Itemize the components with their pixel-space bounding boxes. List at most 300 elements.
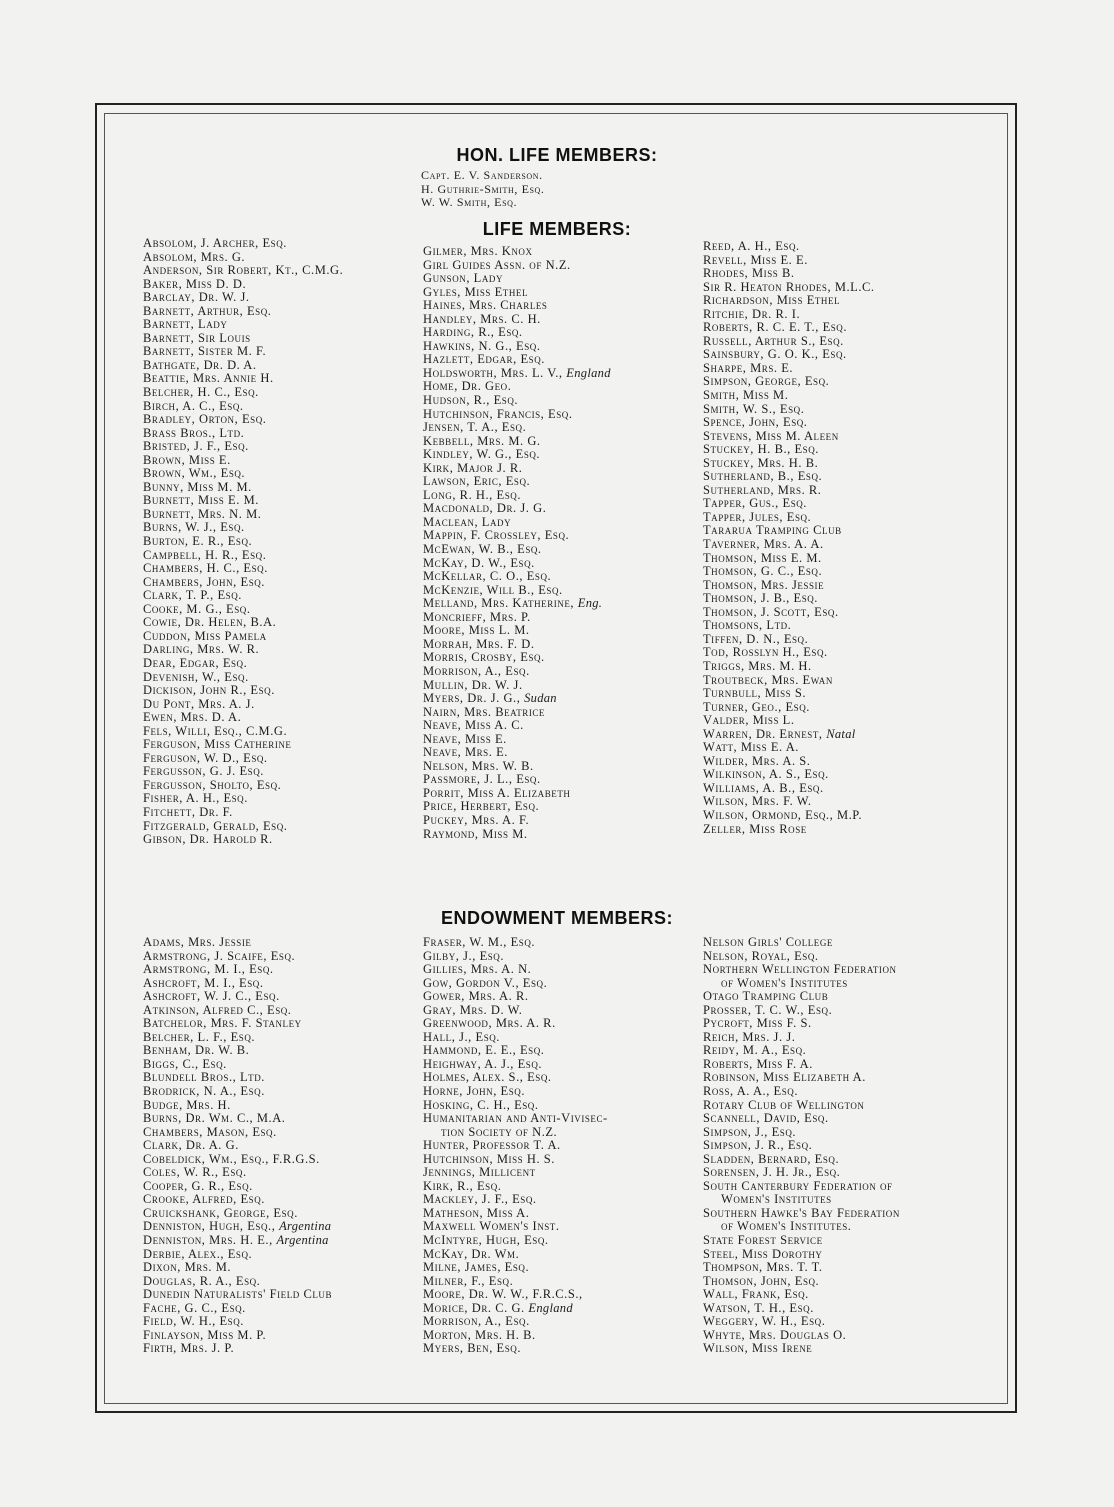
member-entry (423, 543, 611, 557)
member-name: Thomsons, Ltd. (703, 618, 792, 633)
member-entry (143, 698, 343, 712)
member-name: Atkinson, Alfred C., Esq. (143, 1002, 292, 1017)
member-entry (423, 719, 611, 733)
member-name: Heighway, A. J., Esq. (423, 1056, 543, 1071)
member-name: Burnett, Miss E. M. (143, 493, 259, 508)
member-entry (143, 494, 343, 508)
member-name: Northern Wellington Federation (703, 962, 897, 977)
member-entry (423, 611, 611, 625)
member-name: Price, Herbert, Esq. (423, 799, 540, 814)
member-entry (423, 367, 611, 381)
member-name: Roberts, R. C. E. T., Esq. (703, 320, 848, 335)
member-name: McKay, D. W., Esq. (423, 555, 535, 570)
member-name: Finlayson, Miss M. P. (143, 1327, 267, 1342)
member-entry (143, 1112, 332, 1126)
member-entry (143, 1126, 332, 1140)
member-entry (703, 701, 875, 715)
list-item: H. Guthrie-Smith, Esq. (421, 181, 545, 196)
member-name: Burns, Dr. Wm. C., M.A. (143, 1111, 286, 1126)
member-entry (423, 489, 611, 503)
life-members-column-1 (143, 237, 343, 847)
member-name: Macdonald, Dr. J. G. (423, 501, 547, 516)
member-entry (423, 1248, 608, 1262)
member-entry (703, 457, 875, 471)
member-name: Fergusson, G. J. Esq. (143, 764, 264, 779)
member-entry (423, 1180, 608, 1194)
member-name: Absolom, Mrs. G. (143, 249, 246, 264)
member-name: Maxwell Women's Inst. (423, 1219, 560, 1234)
member-name: Watson, T. H., Esq. (703, 1300, 814, 1315)
member-entry (423, 1112, 608, 1126)
member-name: Firth, Mrs. J. P. (143, 1341, 235, 1356)
member-name: Tapper, Jules, Esq. (703, 509, 812, 524)
member-name: Chambers, H. C., Esq. (143, 561, 268, 576)
member-entry (703, 809, 875, 823)
member-entry (143, 806, 343, 820)
member-entry (703, 936, 900, 950)
member-entry (143, 332, 343, 346)
member-name: Beattie, Mrs. Annie H. (143, 371, 274, 386)
member-name: Darling, Mrs. W. R. (143, 642, 260, 657)
member-name: Zeller, Miss Rose (703, 821, 807, 836)
member-entry (423, 1288, 608, 1302)
member-entry (423, 760, 611, 774)
member-name: McKellar, C. O., Esq. (423, 569, 552, 584)
member-name: Warren, Dr. Ernest, (703, 726, 823, 741)
member-entry (703, 403, 875, 417)
member-entry (703, 1220, 900, 1234)
member-entry (703, 990, 900, 1004)
member-name: Sharpe, Mrs. E. (703, 360, 794, 375)
member-name: Simpson, J., Esq. (703, 1124, 797, 1139)
member-name: Derbie, Alex., Esq. (143, 1246, 253, 1261)
member-name: Hosking, C. H., Esq. (423, 1097, 539, 1112)
member-name: Denniston, Mrs. H. E., (143, 1233, 273, 1248)
member-entry (423, 584, 611, 598)
member-name: Barnett, Arthur, Esq. (143, 303, 272, 318)
member-name: Denniston, Hugh, Esq., (143, 1219, 276, 1234)
member-entry (423, 272, 611, 286)
member-name: Barnett, Lady (143, 317, 228, 332)
member-entry (423, 421, 611, 435)
member-entry (703, 470, 875, 484)
member-entry (143, 833, 343, 847)
member-name: Whyte, Mrs. Douglas O. (703, 1327, 847, 1342)
member-name: Gillies, Mrs. A. N. (423, 962, 532, 977)
member-name: McEwan, W. B., Esq. (423, 542, 542, 557)
member-name: Brodrick, N. A., Esq. (143, 1084, 265, 1099)
member-location-note: Natal (826, 726, 856, 741)
member-entry (143, 305, 343, 319)
member-name: Fels, Willi, Esq., C.M.G. (143, 723, 288, 738)
member-name: Neave, Mrs. E. (423, 745, 508, 760)
member-entry (703, 660, 875, 674)
member-entry (703, 755, 875, 769)
member-entry (703, 1329, 900, 1343)
member-name: Wilkinson, A. S., Esq. (703, 767, 829, 782)
member-entry (423, 326, 611, 340)
member-entry (423, 814, 611, 828)
member-name: Mackley, J. F., Esq. (423, 1192, 537, 1207)
member-name: Morrison, A., Esq. (423, 663, 530, 678)
member-entry (143, 440, 343, 454)
member-entry (143, 711, 343, 725)
member-entry (143, 400, 343, 414)
member-name: Gibson, Dr. Harold R. (143, 832, 273, 847)
member-entry (423, 313, 611, 327)
member-entry (703, 321, 875, 335)
member-entry (703, 281, 875, 295)
member-entry (143, 1248, 332, 1262)
member-name: Fisher, A. H., Esq. (143, 791, 248, 806)
member-name: Campbell, H. R., Esq. (143, 547, 267, 562)
member-name: Ross, A. A., Esq. (703, 1084, 799, 1099)
member-name: Nelson, Royal, Esq. (703, 948, 819, 963)
member-name: Morrison, A., Esq. (423, 1314, 530, 1329)
member-entry (143, 521, 343, 535)
member-entry (143, 1180, 332, 1194)
member-entry (143, 1342, 332, 1356)
member-name: Ritchie, Dr. R. I. (703, 306, 801, 321)
member-entry (143, 963, 332, 977)
member-entry (143, 1193, 332, 1207)
member-name: Thompson, Mrs. T. T. (703, 1260, 823, 1275)
member-entry (703, 254, 875, 268)
member-entry (423, 828, 611, 842)
member-name: Nelson Girls' College (703, 935, 833, 949)
member-entry (143, 1153, 332, 1167)
member-name: Budge, Mrs. H. (143, 1097, 231, 1112)
member-entry (703, 1166, 900, 1180)
member-name: Fergusson, Sholto, Esq. (143, 777, 282, 792)
member-name: Tararua Tramping Club (703, 523, 842, 538)
member-entry (143, 359, 343, 373)
hon-life-members-heading: HON. LIFE MEMBERS: (456, 145, 658, 165)
member-entry (143, 738, 343, 752)
member-name: Hammond, E. E., Esq. (423, 1043, 545, 1058)
member-name: Cooper, G. R., Esq. (143, 1178, 253, 1193)
member-entry (703, 741, 875, 755)
member-name: Nelson, Mrs. W. B. (423, 758, 534, 773)
member-entry (703, 565, 875, 579)
member-entry (703, 977, 900, 991)
member-name: Cruickshank, George, Esq. (143, 1205, 298, 1220)
member-name: Dear, Edgar, Esq. (143, 655, 248, 670)
member-location-note: England (566, 365, 611, 380)
member-entry (143, 616, 343, 630)
member-name: Clark, T. P., Esq. (143, 588, 242, 603)
member-entry (703, 1275, 900, 1289)
member-name: Watt, Miss E. A. (703, 740, 799, 755)
member-entry (423, 1153, 608, 1167)
member-name: Burns, W. J., Esq. (143, 520, 245, 535)
member-name: Gunson, Lady (423, 271, 504, 286)
member-entry (703, 950, 900, 964)
member-name: Crooke, Alfred, Esq. (143, 1192, 265, 1207)
member-entry (703, 592, 875, 606)
member-name: Wilder, Mrs. A. S. (703, 753, 811, 768)
member-name: Thomson, J. Scott, Esq. (703, 604, 839, 619)
member-name: Matheson, Miss A. (423, 1205, 530, 1220)
member-name: Moore, Dr. W. W., F.R.C.S., (423, 1287, 583, 1302)
member-entry (703, 1315, 900, 1329)
member-name: Sir R. Heaton Rhodes, M.L.C. (703, 279, 875, 294)
member-name: Prosser, T. C. W., Esq. (703, 1002, 833, 1017)
member-entry (143, 251, 343, 265)
member-name: Steel, Miss Dorothy (703, 1246, 823, 1261)
member-entry (703, 1261, 900, 1275)
member-entry (143, 1017, 332, 1031)
member-entry (703, 1031, 900, 1045)
member-entry (703, 768, 875, 782)
member-entry (423, 1031, 608, 1045)
member-name: Puckey, Mrs. A. F. (423, 812, 530, 827)
member-name: South Canterbury Federation of (703, 1178, 893, 1193)
member-location-note: Argentina (276, 1233, 329, 1248)
member-name: Holdsworth, Mrs. L. V., (423, 365, 563, 380)
member-name: Brown, Miss E. (143, 452, 231, 467)
member-name: Home, Dr. Geo. (423, 379, 512, 394)
member-name: Ferguson, Miss Catherine (143, 737, 292, 752)
member-name: Morrah, Mrs. F. D. (423, 636, 535, 651)
member-entry (423, 1207, 608, 1221)
member-entry (143, 1099, 332, 1113)
member-name: Stuckey, Mrs. H. B. (703, 455, 819, 470)
member-entry (143, 237, 343, 251)
member-name: Gow, Gordon V., Esq. (423, 975, 548, 990)
endowment-members-heading: ENDOWMENT MEMBERS: (441, 908, 673, 928)
member-entry (423, 380, 611, 394)
list-item: W. W. Smith, Esq. (421, 195, 518, 210)
member-entry (703, 511, 875, 525)
member-entry (423, 963, 608, 977)
member-name: Douglas, R. A., Esq. (143, 1273, 261, 1288)
member-name: Stevens, Miss M. Aleen (703, 428, 839, 443)
member-name: Kebbell, Mrs. M. G. (423, 433, 541, 448)
member-name: Sladden, Bernard, Esq. (703, 1151, 840, 1166)
member-name: Hunter, Professor T. A. (423, 1138, 561, 1153)
member-entry (423, 286, 611, 300)
member-entry (143, 264, 343, 278)
member-name: Passmore, J. L., Esq. (423, 772, 541, 787)
member-entry (703, 538, 875, 552)
member-entry (423, 746, 611, 760)
member-name: Devenish, W., Esq. (143, 669, 249, 684)
list-item: Capt. E. V. Sanderson. (421, 168, 543, 182)
member-entry (703, 823, 875, 837)
member-name: Long, R. H., Esq. (423, 487, 521, 502)
member-entry (143, 950, 332, 964)
member-entry (703, 430, 875, 444)
member-name: Dickison, John R., Esq. (143, 683, 275, 698)
member-name: Wilson, Miss Irene (703, 1341, 813, 1356)
member-entry (423, 665, 611, 679)
member-entry (703, 443, 875, 457)
member-entry (143, 372, 343, 386)
member-name: Sutherland, Mrs. R. (703, 482, 822, 497)
member-entry (703, 524, 875, 538)
member-entry (423, 408, 611, 422)
member-name: Smith, Miss M. (703, 388, 789, 403)
member-name: Blundell Bros., Ltd. (143, 1070, 265, 1085)
member-name: Gilmer, Mrs. Knox (423, 244, 533, 258)
member-name: Ashcroft, W. J. C., Esq. (143, 989, 280, 1004)
member-entry (703, 1085, 900, 1099)
member-entry (703, 1342, 900, 1356)
member-entry (703, 646, 875, 660)
member-name: Gyles, Miss Ethel (423, 284, 529, 299)
member-name: Fraser, W. M., Esq. (423, 935, 536, 949)
member-entry (143, 1058, 332, 1072)
member-name: Simpson, J. R., Esq. (703, 1138, 813, 1153)
member-name: Girl Guides Assn. of N.Z. (423, 257, 571, 272)
member-name: Myers, Ben, Esq. (423, 1341, 522, 1356)
member-entry (703, 1058, 900, 1072)
member-entry (703, 1126, 900, 1140)
member-name: Du Pont, Mrs. A. J. (143, 696, 255, 711)
member-name: Birch, A. C., Esq. (143, 398, 244, 413)
member-entry (423, 529, 611, 543)
member-name: Pycroft, Miss F. S. (703, 1016, 812, 1031)
member-name: Brown, Wm., Esq. (143, 466, 246, 481)
member-entry (143, 990, 332, 1004)
member-entry (703, 782, 875, 796)
member-entry (143, 278, 343, 292)
member-entry (143, 603, 343, 617)
member-name: Neave, Miss A. C. (423, 718, 524, 733)
member-entry (703, 1017, 900, 1031)
member-entry (423, 950, 608, 964)
member-entry (143, 562, 343, 576)
member-entry (143, 345, 343, 359)
member-entry (703, 795, 875, 809)
member-entry (143, 1275, 332, 1289)
member-entry (423, 651, 611, 665)
member-name: Baker, Miss D. D. (143, 276, 247, 291)
member-entry (143, 725, 343, 739)
member-name: Jensen, T. A., Esq. (423, 420, 527, 435)
member-entry (423, 773, 611, 787)
member-name: Coles, W. R., Esq. (143, 1165, 247, 1180)
member-name: Chambers, John, Esq. (143, 574, 265, 589)
member-name: Bristed, J. F., Esq. (143, 439, 249, 454)
member-name: Women's Institutes (721, 1192, 832, 1207)
member-name: Bradley, Orton, Esq. (143, 412, 267, 427)
member-entry (143, 936, 332, 950)
member-name: Brass Bros., Ltd. (143, 425, 245, 440)
member-entry (143, 1004, 332, 1018)
member-entry (423, 787, 611, 801)
member-entry (143, 589, 343, 603)
member-entry (143, 630, 343, 644)
member-name: Hudson, R., Esq. (423, 393, 519, 408)
member-name: Harding, R., Esq. (423, 325, 523, 340)
member-name: Biggs, C., Esq. (143, 1056, 227, 1071)
member-entry (423, 245, 611, 259)
member-name: Thomson, G. C., Esq. (703, 564, 823, 579)
member-name: Horne, John, Esq. (423, 1084, 526, 1099)
member-name: Smith, W. S., Esq. (703, 401, 805, 416)
member-entry (143, 1261, 332, 1275)
member-entry (143, 657, 343, 671)
member-entry (143, 318, 343, 332)
member-entry (703, 1112, 900, 1126)
member-name: Turnbull, Miss S. (703, 686, 807, 701)
member-entry (423, 353, 611, 367)
member-entry (423, 557, 611, 571)
member-name: Anderson, Sir Robert, Kt., C.M.G. (143, 263, 344, 278)
member-entry (703, 389, 875, 403)
member-entry (143, 1044, 332, 1058)
member-name: Morris, Crosby, Esq. (423, 650, 545, 665)
member-entry (423, 800, 611, 814)
member-entry (423, 679, 611, 693)
member-name: Spence, John, Esq. (703, 415, 808, 430)
member-entry (143, 820, 343, 834)
member-entry (143, 508, 343, 522)
member-entry (143, 481, 343, 495)
member-entry (423, 638, 611, 652)
member-name: Otago Tramping Club (703, 989, 829, 1004)
member-name: Burton, E. R., Esq. (143, 534, 253, 549)
member-name: Kindley, W. G., Esq. (423, 447, 541, 462)
member-entry (703, 579, 875, 593)
member-entry (703, 375, 875, 389)
member-entry (423, 475, 611, 489)
member-name: Milner, F., Esq. (423, 1273, 514, 1288)
member-entry (143, 1207, 332, 1221)
member-entry (423, 1085, 608, 1099)
member-name: Maclean, Lady (423, 514, 512, 529)
member-entry (423, 936, 608, 950)
member-entry (703, 416, 875, 430)
member-name: Field, W. H., Esq. (143, 1314, 244, 1329)
member-name: McKay, Dr. Wm. (423, 1246, 520, 1261)
member-entry (423, 435, 611, 449)
member-name: Lawson, Eric, Esq. (423, 474, 531, 489)
member-entry (423, 990, 608, 1004)
member-name: Hazlett, Edgar, Esq. (423, 352, 545, 367)
member-entry (423, 1139, 608, 1153)
member-entry (703, 1180, 900, 1194)
member-name: McKenzie, Will B., Esq. (423, 582, 563, 597)
member-name: McIntyre, Hugh, Esq. (423, 1233, 549, 1248)
member-location-note: England (528, 1300, 573, 1315)
member-name: Wilson, Mrs. F. W. (703, 794, 812, 809)
member-name: Hawkins, N. G., Esq. (423, 338, 541, 353)
member-name: Barclay, Dr. W. J. (143, 290, 250, 305)
member-entry (143, 1139, 332, 1153)
member-name: Reidy, M. A., Esq. (703, 1043, 807, 1058)
endowment-members-column-1 (143, 936, 332, 1356)
member-name: Gray, Mrs. D. W. (423, 1002, 523, 1017)
member-entry (703, 294, 875, 308)
member-name: Robinson, Miss Elizabeth A. (703, 1070, 866, 1085)
member-entry (143, 386, 343, 400)
member-name: Fache, G. C., Esq. (143, 1300, 246, 1315)
member-name: Russell, Arthur S., Esq. (703, 333, 844, 348)
member-name: State Forest Service (703, 1233, 823, 1248)
member-entry (143, 576, 343, 590)
member-entry (143, 1166, 332, 1180)
member-name: Reed, A. H., Esq. (703, 239, 800, 253)
member-entry (423, 394, 611, 408)
member-entry (143, 671, 343, 685)
member-name: Moore, Miss L. M. (423, 623, 530, 638)
member-entry (703, 1302, 900, 1316)
member-name: Gower, Mrs. A. R. (423, 989, 529, 1004)
member-name: Humanitarian and Anti-Vivisec- (423, 1111, 608, 1126)
